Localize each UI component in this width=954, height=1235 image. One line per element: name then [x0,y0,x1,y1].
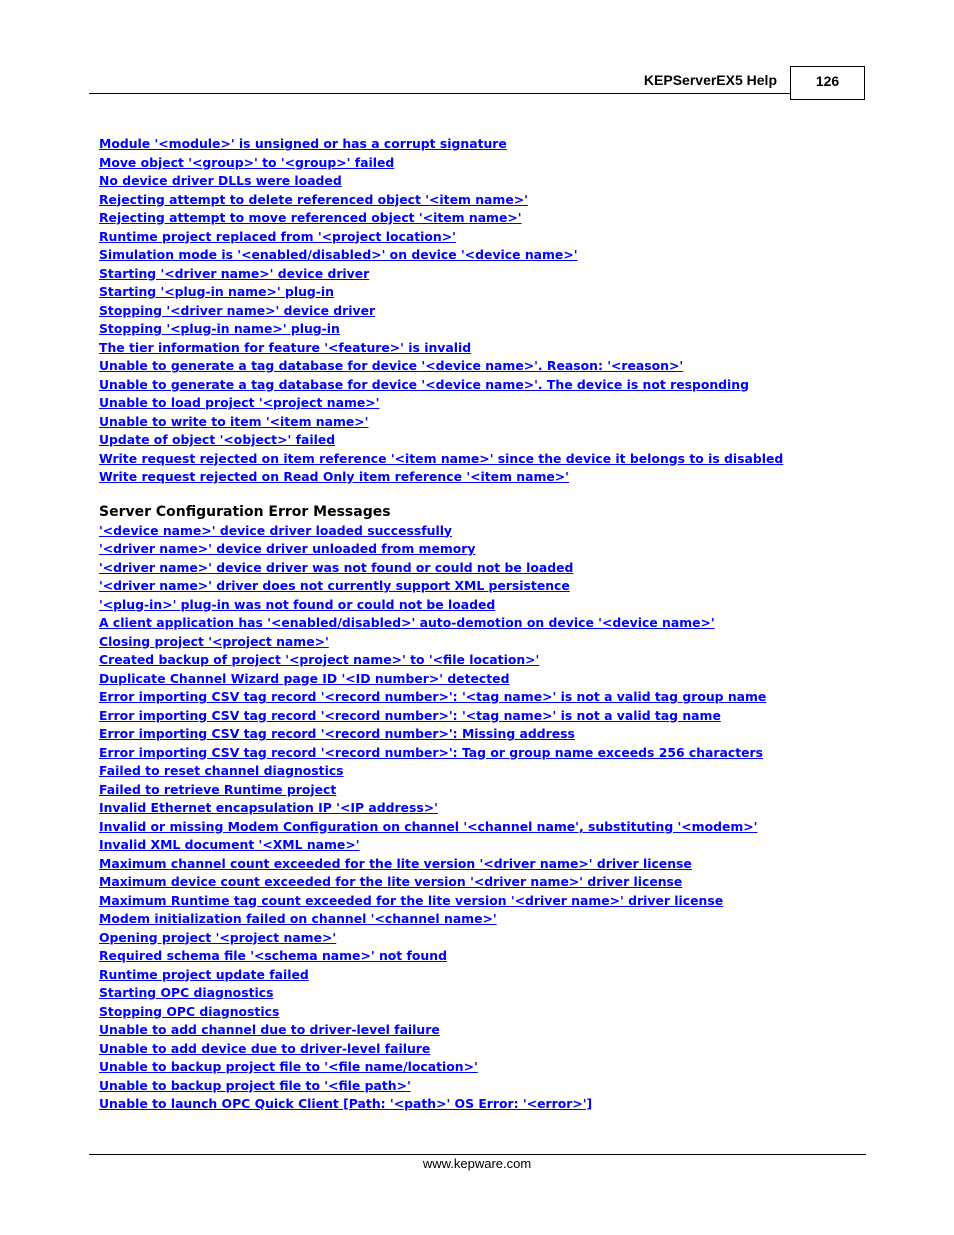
topic-link[interactable]: Unable to backup project file to '<file path>' [99,1077,411,1093]
topic-link[interactable]: Stopping OPC diagnostics [99,1003,280,1019]
topic-link[interactable]: Write request rejected on item reference '<item name>' since the device it belongs to is disabled [99,450,784,466]
topic-link[interactable]: Stopping '<driver name>' device driver [99,302,376,318]
topic-link[interactable]: Module '<module>' is unsigned or has a corrupt signature [99,136,507,151]
topic-link[interactable]: Closing project '<project name>' [99,633,329,649]
page-header-title: KEPServerEX5 Help [643,72,777,88]
topic-link[interactable]: Move object '<group>' to '<group>' failed [99,154,395,170]
topic-link[interactable]: Maximum Runtime tag count exceeded for the lite version '<driver name>' driver license [99,892,724,908]
topic-link[interactable]: A client application has '<enabled/disabled>' auto-demotion on device '<device name>' [99,615,715,630]
topic-link[interactable]: Error importing CSV tag record '<record number>': '<tag name>' is not a valid tag name [99,707,721,723]
section-heading: Server Configuration Error Messages [99,504,391,520]
topic-link[interactable]: Unable to add device due to driver-level failure [99,1040,431,1056]
topic-link-list [99,135,879,1114]
footer-divider [89,1154,866,1155]
topic-link[interactable]: Runtime project replaced from '<project location>' [99,228,456,244]
topic-link[interactable]: '<driver name>' device driver was not found or could not be loaded [99,559,574,575]
topic-link[interactable]: Unable to load project '<project name>' [99,395,380,410]
topic-link[interactable]: Invalid Ethernet encapsulation IP '<IP address>' [99,800,438,815]
topic-link[interactable]: Write request rejected on Read Only item reference '<item name>' [99,469,569,484]
topic-link[interactable]: Unable to add channel due to driver-level failure [99,1022,440,1037]
topic-link[interactable]: Modem initialization failed on channel '<channel name>' [99,911,497,926]
topic-link[interactable]: Simulation mode is '<enabled/disabled>' on device '<device name>' [99,247,578,262]
topic-link[interactable]: Unable to generate a tag database for device '<device name>'. Reason: '<reason>' [99,358,684,373]
topic-link[interactable]: Rejecting attempt to delete referenced object '<item name>' [99,191,528,207]
topic-link[interactable]: Update of object '<object>' failed [99,432,336,447]
link-group-server-configuration [99,522,879,1114]
topic-link[interactable]: Stopping '<plug-in name>' plug-in [99,321,340,336]
topic-link[interactable]: '<driver name>' driver does not currently support XML persistence [99,578,570,593]
topic-link[interactable]: Unable to backup project file to '<file name/location>' [99,1059,478,1074]
topic-link[interactable]: '<driver name>' device driver unloaded from memory [99,541,476,556]
topic-link[interactable]: Opening project '<project name>' [99,929,337,945]
topic-link[interactable]: Error importing CSV tag record '<record number>': '<tag name>' is not a valid tag group name [99,689,767,704]
topic-link[interactable]: Unable to generate a tag database for device '<device name>'. The device is not responding [99,376,749,392]
section-spacer [99,487,879,504]
topic-link[interactable]: '<device name>' device driver loaded successfully [99,522,453,538]
page-number-box: 126 [790,66,865,100]
topic-link[interactable]: Created backup of project '<project name>' to '<file location>' [99,652,540,667]
topic-link[interactable]: No device driver DLLs were loaded [99,173,342,188]
topic-link[interactable]: Starting OPC diagnostics [99,985,274,1000]
topic-link[interactable]: The tier information for feature '<feature>' is invalid [99,339,472,355]
topic-link[interactable]: Starting '<plug-in name>' plug-in [99,284,335,299]
footer-url: www.kepware.com [422,1156,532,1171]
topic-link[interactable]: Runtime project update failed [99,966,309,982]
topic-link[interactable]: Required schema file '<schema name>' not found [99,948,447,963]
topic-link[interactable]: Failed to reset channel diagnostics [99,763,344,778]
topic-link[interactable]: Maximum channel count exceeded for the lite version '<driver name>' driver license [99,855,692,871]
topic-link[interactable]: Unable to write to item '<item name>' [99,413,369,429]
topic-link[interactable]: Duplicate Channel Wizard page ID '<ID number>' detected [99,670,510,686]
topic-link[interactable]: Starting '<driver name>' device driver [99,265,370,281]
topic-link[interactable]: Unable to launch OPC Quick Client [Path: '<path>' OS Error: '<error>'] [99,1096,593,1111]
header-divider [89,93,790,94]
topic-link[interactable]: Rejecting attempt to move referenced object '<item name>' [99,210,522,225]
topic-link[interactable]: Invalid or missing Modem Configuration on channel '<channel name', substituting '<modem>' [99,818,758,834]
topic-link[interactable]: Error importing CSV tag record '<record number>': Tag or group name exceeds 256 characters [99,744,764,760]
topic-link[interactable]: Error importing CSV tag record '<record number>': Missing address [99,726,575,741]
topic-link[interactable]: Failed to retrieve Runtime project [99,781,337,797]
link-group-general [99,135,879,487]
topic-link[interactable]: Maximum device count exceeded for the lite version '<driver name>' driver license [99,874,683,889]
topic-link[interactable]: '<plug-in>' plug-in was not found or could not be loaded [99,596,496,612]
topic-link[interactable]: Invalid XML document '<XML name>' [99,837,360,852]
